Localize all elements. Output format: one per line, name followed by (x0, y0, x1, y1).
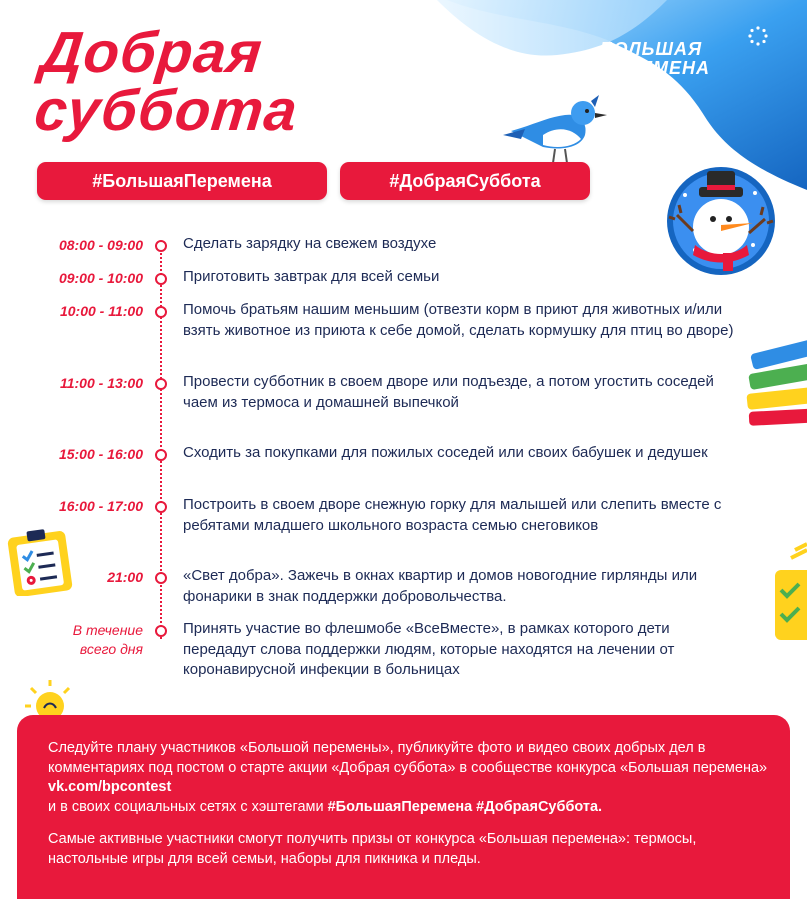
bolshaya-peremena-logo (600, 40, 710, 78)
info-paragraph-1 (48, 739, 768, 817)
hashtag-badge-bolshaya-peremena: #БольшаяПеремена (37, 162, 327, 200)
snowman-icon (665, 165, 777, 277)
info-paragraph-2: Самые активные участники смогут получить призы от конкурса «Большая перемена»: термосы, настольные игры для всей семьи, наборы для пикника и пледы. (48, 831, 697, 867)
decorative-checkmarks-icon (765, 540, 807, 660)
timeline-dot (155, 273, 167, 285)
timeline-dot (155, 378, 167, 390)
logo-line-1: БОЛЬШАЯ (600, 39, 703, 59)
info-text: Следуйте плану участников «Большой перемены», публикуйте фото и видео своих добрых дел в комментариях под постом о старте акции «Добрая суббота» в сообществе конкурса «Большая перемена» (48, 740, 768, 776)
schedule-text: «Свет добра». Зажечь в окнах квартир и домов новогодние гирлянды или фонарики в знак поддержки добровольчества. (183, 567, 698, 605)
hashtag-badge-dobraya-subbota: #ДобраяСуббота (340, 162, 590, 200)
schedule-time-line-2: всего дня (79, 641, 143, 657)
clipboard-icon (5, 528, 75, 596)
community-link[interactable]: vk.com/bpcontest (48, 779, 172, 795)
schedule-time: 21:00 (107, 569, 143, 585)
logo-line-2: ПЕРЕМЕНА (600, 58, 710, 78)
timeline-dot (155, 501, 167, 513)
timeline-dot (155, 240, 167, 252)
timeline-dot (155, 449, 167, 461)
schedule-text: Сходить за покупками для пожилых соседей или своих бабушек и дедушек (183, 444, 708, 461)
timeline-dot (155, 306, 167, 318)
schedule-time: 08:00 - 09:00 (58, 237, 143, 253)
timeline-dot (155, 625, 167, 637)
page-title (31, 20, 307, 143)
schedule-text: Помочь братьям нашим меньшим (отвезти корм в приют для животных и/или взять животное из приюта к себе домой, сделать кормушку для птиц во дворе) (183, 301, 734, 339)
title-line-1: Добрая (37, 20, 266, 85)
schedule-time: 11:00 - 13:00 (59, 375, 143, 391)
schedule-text: Сделать зарядку на свежем воздухе (183, 235, 437, 252)
bird-icon (503, 95, 613, 167)
schedule-text: Провести субботник в своем дворе или подъезде, а потом угостить соседей чаем из термоса и домашней выпечкой (183, 373, 714, 411)
schedule-text: Построить в своем дворе снежную горку для малышей или слепить вместе с ребятами младшего школьного возраста семью снеговиков (183, 496, 722, 534)
logo-dots-icon (748, 26, 768, 46)
schedule-time: 15:00 - 16:00 (58, 446, 143, 462)
title-line-2: суббота (31, 78, 301, 143)
schedule-time-line-1: В течение (72, 622, 143, 638)
schedule-time: 16:00 - 17:00 (58, 498, 143, 514)
info-hashtags: #БольшаяПеремена #ДобраяСуббота. (327, 798, 603, 815)
schedule-text: Приготовить завтрак для всей семьи (183, 268, 440, 285)
info-text-2: и в своих социальных сетях с хэштегами (48, 798, 324, 815)
books-icon (745, 340, 807, 430)
schedule-time: 09:00 - 10:00 (58, 270, 143, 286)
schedule-time: 10:00 - 11:00 (59, 303, 143, 319)
schedule-text: Принять участие во флешмобе «ВсеВместе», в рамках которого дети передадут слова поддержки людям, которые находятся на лечении от коронавирусной инфекции в больницах (183, 620, 675, 678)
schedule-time (0, 621, 143, 659)
timeline-dot (155, 572, 167, 584)
